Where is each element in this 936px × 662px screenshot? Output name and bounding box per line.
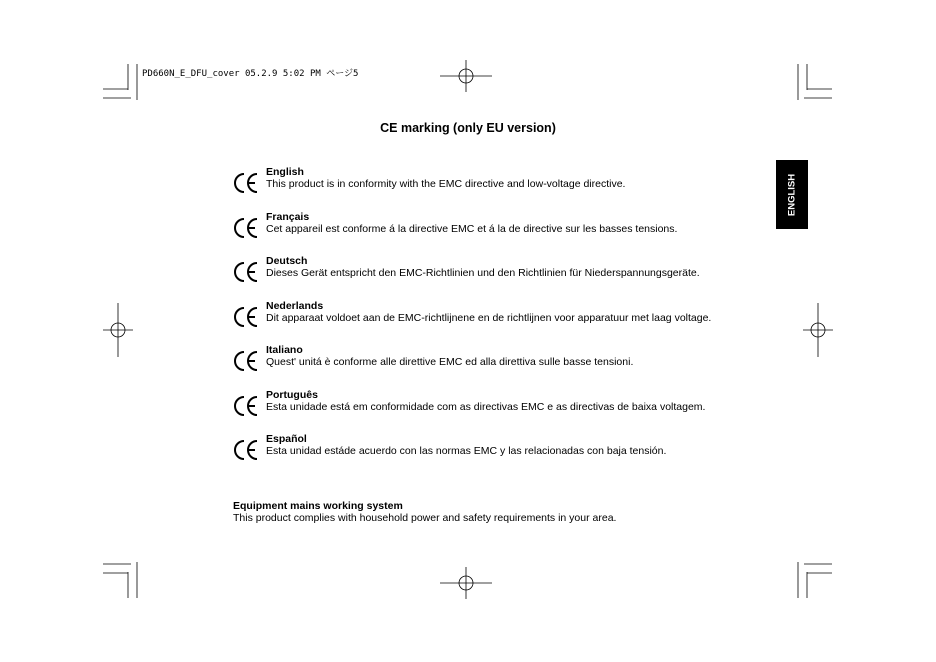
registration-mark-top [440,60,492,92]
ce-mark-icon [233,350,259,372]
language-tab [776,160,808,229]
ce-statement: Dieses Gerät entspricht den EMC-Richtlinien und den Richtlinien für Niederspannungsgeräte. [266,267,700,279]
ce-mark-icon [233,306,259,328]
ce-statement: Esta unidad estáde acuerdo con las normas EMC y las relacionadas con baja tensión. [266,445,667,457]
ce-language: Português [266,389,318,401]
ce-statement: Esta unidade está em conformidade com as directivas EMC e as directivas de baixa voltagem. [266,401,706,413]
ce-statement: Quest' unitá è conforme alle direttive EMC ed alla direttiva sulle basse tensioni. [266,356,634,368]
mains-heading: Equipment mains working system [233,500,403,512]
ce-mark-icon [233,395,259,417]
registration-mark-left [103,303,133,357]
ce-mark-icon [233,172,259,194]
mains-section [233,500,616,524]
ce-mark-icon [233,261,259,283]
ce-entry-francais [233,211,753,245]
ce-mark-icon [233,217,259,239]
registration-mark-right [803,303,833,357]
ce-entry-deutsch [233,255,753,289]
ce-language: Español [266,433,307,445]
ce-entry-portugues [233,389,753,423]
ce-entry-espanol [233,433,753,467]
ce-statement: Cet appareil est conforme á la directive EMC et á la de directive sur les basses tensions. [266,223,678,235]
ce-mark-icon [233,439,259,461]
language-tab-label: ENGLISH [786,173,798,216]
ce-statement: Dit apparaat voldoet aan de EMC-richtlijnene en de richtlijnen voor apparatuur met laag voltage. [266,312,712,324]
ce-language: Deutsch [266,255,308,267]
mains-statement: This product complies with household power and safety requirements in your area. [233,512,617,524]
registration-mark-bottom [440,567,492,599]
ce-language: English [266,166,304,178]
ce-entry-nederlands [233,300,753,334]
ce-language: Nederlands [266,300,324,312]
page-title: CE marking (only EU version) [380,121,556,135]
ce-statement: This product is in conformity with the EMC directive and low-voltage directive. [266,178,626,190]
ce-entry-italiano [233,344,753,378]
ce-language: Italiano [266,344,303,356]
print-slug: PD660N_E_DFU_cover 05.2.9 5:02 PM ページ5 [142,69,359,79]
ce-entry-english [233,166,753,200]
ce-language: Français [266,211,310,223]
